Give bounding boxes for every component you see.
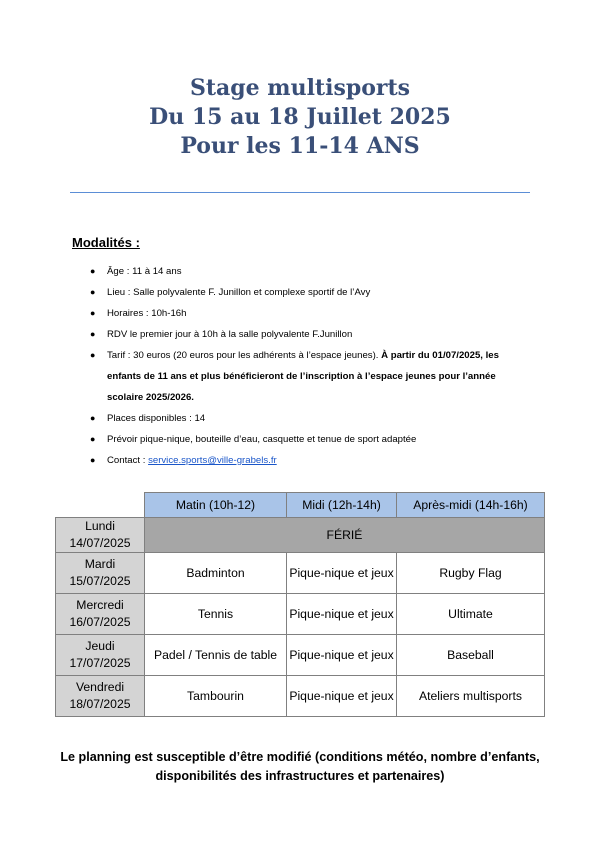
list-item-horaires: ● Horaires : 10h-16h [90,303,530,324]
matin-cell: Tennis [145,594,287,635]
tarif-bold-text: À partir du 01/07/2025, les enfants de 11 ans et plus bénéficieront de l’inscription à l’espace jeunes pour l’année scolaire 2025/2026. [107,350,499,403]
bullet-icon: ● [90,329,96,339]
contact-label: Contact : [107,455,149,466]
list-item-places: ● Places disponibles : 14 [90,408,530,429]
table-corner [56,493,145,518]
matin-cell: Tambourin [145,676,287,717]
title-line-2: Du 15 au 18 Juillet 2025 [149,104,451,130]
modalites-heading: Modalités : [72,235,140,250]
table-row [56,635,545,676]
planning-note: Le planning est susceptible d’être modifié (conditions météo, nombre d’enfants, disponibilités des infrastructures et partenaires) [60,750,540,783]
contact-email-link[interactable]: service.sports@ville-grabels.fr [148,455,277,466]
header-apres-midi: Après-midi (14h-16h) [397,493,545,518]
list-item-tarif [90,345,530,408]
list-item-prevoir: ● Prévoir pique-nique, bouteille d’eau, casquette et tenue de sport adaptée [90,429,530,450]
matin-cell: Padel / Tennis de table [145,635,287,676]
apres-midi-cell: Ateliers multisports [397,676,545,717]
bullet-icon: ● [90,455,96,465]
list-item-lieu: ● Lieu : Salle polyvalente F. Junillon et complexe sportif de l’Avy [90,282,530,303]
ferie-cell: FÉRIÉ [145,518,545,553]
list-item-contact [90,450,530,471]
table-header-row [56,493,545,518]
midi-cell: Pique-nique et jeux [287,553,397,594]
table-row [56,518,545,553]
apres-midi-cell: Baseball [397,635,545,676]
day-cell: Mardi 15/07/2025 [56,553,145,594]
title-line-1: Stage multisports [189,75,411,101]
title-line-3: Pour les 11-14 ANS [180,133,420,159]
table-row [56,553,545,594]
day-cell: Mercredi 16/07/2025 [56,594,145,635]
page-title [0,74,600,161]
table-row [56,594,545,635]
bullet-icon: ● [90,308,96,318]
table-row [56,676,545,717]
bullet-icon: ● [90,287,96,297]
matin-cell: Badminton [145,553,287,594]
title-divider [70,192,530,193]
apres-midi-cell: Ultimate [397,594,545,635]
bullet-icon: ● [90,413,96,423]
bullet-icon: ● [90,434,96,444]
list-item-age: ● Âge : 11 à 14 ans [90,261,530,282]
tarif-text: Tarif : 30 euros (20 euros pour les adhérents à l’espace jeunes). [107,350,382,361]
header-matin: Matin (10h-12) [145,493,287,518]
list-item-rdv: ● RDV le premier jour à 10h à la salle polyvalente F.Junillon [90,324,530,345]
day-cell: Vendredi 18/07/2025 [56,676,145,717]
day-cell: Lundi 14/07/2025 [56,518,145,553]
header-midi: Midi (12h-14h) [287,493,397,518]
bullet-icon: ● [90,350,96,360]
apres-midi-cell: Rugby Flag [397,553,545,594]
midi-cell: Pique-nique et jeux [287,594,397,635]
midi-cell: Pique-nique et jeux [287,676,397,717]
schedule-table [55,492,545,717]
bullet-icon: ● [90,266,96,276]
midi-cell: Pique-nique et jeux [287,635,397,676]
modalites-list [90,261,530,471]
day-cell: Jeudi 17/07/2025 [56,635,145,676]
